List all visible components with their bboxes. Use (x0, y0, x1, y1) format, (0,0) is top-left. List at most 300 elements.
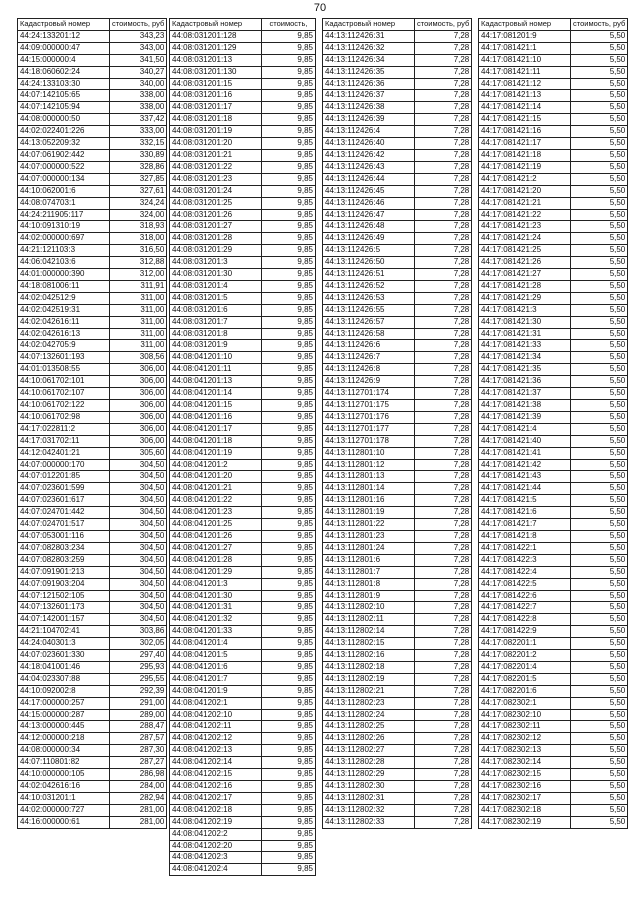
table-row (170, 126, 316, 138)
cost-cell: 7,28 (415, 30, 472, 42)
cost-cell: 9,85 (262, 54, 316, 66)
cost-cell: 7,28 (415, 197, 472, 209)
cost-cell: 7,28 (415, 745, 472, 757)
cadastral-number-cell: 44:13:112802:15 (323, 638, 415, 650)
table-row (170, 781, 316, 793)
cost-cell: 5,50 (571, 578, 628, 590)
cadastral-number-cell: 44:17:081421:11 (479, 66, 571, 78)
table-row (323, 173, 472, 185)
cadastral-number-cell: 44:08:041202:16 (170, 781, 262, 793)
cadastral-number-cell: 44:13:112426:42 (323, 149, 415, 161)
table-row (170, 483, 316, 495)
cost-cell: 318,00 (110, 233, 167, 245)
cost-cell: 9,85 (262, 316, 316, 328)
table-row (323, 602, 472, 614)
table-row (479, 578, 628, 590)
table-row (323, 721, 472, 733)
table-row (479, 769, 628, 781)
cadastral-number-cell: 44:17:081421:39 (479, 411, 571, 423)
cost-cell: 343,00 (110, 42, 167, 54)
cadastral-number-cell: 44:13:112426:45 (323, 185, 415, 197)
cost-cell: 7,28 (415, 507, 472, 519)
cadastral-number-cell: 44:13:112802:24 (323, 709, 415, 721)
table-row (323, 769, 472, 781)
table-row (479, 650, 628, 662)
cadastral-number-cell: 44:17:082201:6 (479, 685, 571, 697)
table-row (18, 161, 167, 173)
cost-cell: 5,50 (571, 709, 628, 721)
cadastral-number-cell: 44:08:031201:27 (170, 221, 262, 233)
cadastral-number-cell: 44:02:000000:727 (18, 804, 110, 816)
cost-cell: 7,28 (415, 423, 472, 435)
table-row (323, 257, 472, 269)
cadastral-number-cell: 44:13:112802:16 (323, 650, 415, 662)
cadastral-number-cell: 44:13:112426:44 (323, 173, 415, 185)
table-row (323, 781, 472, 793)
cadastral-number-cell: 44:17:081421:4 (479, 423, 571, 435)
table-row (18, 352, 167, 364)
cost-cell: 287,57 (110, 733, 167, 745)
cost-cell: 9,85 (262, 685, 316, 697)
cost-cell: 303,86 (110, 626, 167, 638)
cost-cell: 7,28 (415, 697, 472, 709)
cadastral-number-cell: 44:17:082302:16 (479, 781, 571, 793)
cost-cell: 304,50 (110, 554, 167, 566)
cadastral-number-cell: 44:17:081421:33 (479, 340, 571, 352)
cost-cell: 9,85 (262, 626, 316, 638)
table-row (479, 435, 628, 447)
table-row (170, 840, 316, 852)
table-row (18, 90, 167, 102)
cadastral-table-1 (17, 18, 167, 829)
cost-cell: 7,28 (415, 66, 472, 78)
table-row (170, 114, 316, 126)
cost-cell: 7,28 (415, 269, 472, 281)
cadastral-number-cell: 44:17:081421:17 (479, 138, 571, 150)
table-row (18, 376, 167, 388)
cadastral-number-cell: 44:02:042519:31 (18, 304, 110, 316)
cost-cell: 5,50 (571, 638, 628, 650)
cadastral-number-cell: 44:08:041201:9 (170, 685, 262, 697)
cost-cell: 311,00 (110, 340, 167, 352)
table-row (18, 197, 167, 209)
table-row (170, 423, 316, 435)
cost-cell: 324,24 (110, 197, 167, 209)
cadastral-table-4 (478, 18, 628, 829)
cost-cell: 7,28 (415, 161, 472, 173)
table-row (170, 590, 316, 602)
cost-cell: 5,50 (571, 197, 628, 209)
cost-cell: 306,00 (110, 423, 167, 435)
cost-cell: 9,85 (262, 149, 316, 161)
cadastral-number-cell: 44:08:041202:17 (170, 792, 262, 804)
table-row (18, 388, 167, 400)
cost-cell: 7,28 (415, 721, 472, 733)
table-row (479, 304, 628, 316)
cadastral-number-cell: 44:24:211905:117 (18, 209, 110, 221)
cadastral-number-cell: 44:17:081421:43 (479, 471, 571, 483)
cadastral-number-cell: 44:17:081421:6 (479, 507, 571, 519)
table-row (479, 328, 628, 340)
table-row (323, 614, 472, 626)
cost-cell: 9,85 (262, 471, 316, 483)
cost-cell: 304,50 (110, 578, 167, 590)
cadastral-number-cell: 44:17:081421:12 (479, 78, 571, 90)
cadastral-number-cell: 44:08:041202:19 (170, 816, 262, 828)
cost-cell: 297,40 (110, 650, 167, 662)
table-row (170, 745, 316, 757)
table-row (479, 554, 628, 566)
table-row (18, 423, 167, 435)
cadastral-number-cell: 44:17:081421:7 (479, 519, 571, 531)
cadastral-number-cell: 44:10:000000:105 (18, 769, 110, 781)
cadastral-number-cell: 44:17:081421:30 (479, 316, 571, 328)
cadastral-number-cell: 44:08:041201:2 (170, 459, 262, 471)
table-row (323, 54, 472, 66)
cost-cell: 9,85 (262, 352, 316, 364)
cost-cell: 312,88 (110, 257, 167, 269)
cost-cell: 9,85 (262, 185, 316, 197)
table-row (170, 78, 316, 90)
cost-cell: 287,30 (110, 745, 167, 757)
cost-cell: 304,50 (110, 614, 167, 626)
table-row (170, 138, 316, 150)
cost-cell: 7,28 (415, 459, 472, 471)
table-row (323, 709, 472, 721)
cost-cell: 5,50 (571, 78, 628, 90)
cost-cell: 9,85 (262, 400, 316, 412)
cost-cell: 304,50 (110, 495, 167, 507)
cadastral-number-cell: 44:17:082302:1 (479, 697, 571, 709)
cost-cell: 9,85 (262, 661, 316, 673)
table-row (479, 280, 628, 292)
table-row (18, 792, 167, 804)
table-row (323, 697, 472, 709)
cost-cell: 5,50 (571, 816, 628, 828)
table-row (170, 673, 316, 685)
table-row (170, 804, 316, 816)
table-row (18, 709, 167, 721)
cadastral-number-cell: 44:17:081422:1 (479, 542, 571, 554)
table-row (323, 126, 472, 138)
table-row (323, 733, 472, 745)
cadastral-number-cell: 44:13:112701:174 (323, 388, 415, 400)
cadastral-number-cell: 44:17:082201:2 (479, 650, 571, 662)
header-cadastral-number: Кадастровый номер (18, 19, 110, 31)
table-row (479, 519, 628, 531)
table-row (170, 519, 316, 531)
table-row (479, 149, 628, 161)
cost-cell: 5,50 (571, 423, 628, 435)
cost-cell: 5,50 (571, 316, 628, 328)
cadastral-number-cell: 44:13:112801:24 (323, 542, 415, 554)
table-row (323, 149, 472, 161)
table-row (479, 590, 628, 602)
cadastral-number-cell: 44:12:000000:218 (18, 733, 110, 745)
table-row (170, 292, 316, 304)
cost-cell: 295,93 (110, 661, 167, 673)
cadastral-number-cell: 44:13:112701:175 (323, 400, 415, 412)
cadastral-number-cell: 44:13:112426:58 (323, 328, 415, 340)
table-row (323, 554, 472, 566)
cost-cell: 304,50 (110, 602, 167, 614)
cadastral-number-cell: 44:08:041201:22 (170, 495, 262, 507)
cadastral-number-cell: 44:01:000000:390 (18, 269, 110, 281)
cadastral-number-cell: 44:17:081421:14 (479, 102, 571, 114)
cost-cell: 9,85 (262, 792, 316, 804)
cost-cell: 9,85 (262, 30, 316, 42)
cadastral-number-cell: 44:17:082201:4 (479, 661, 571, 673)
cost-cell: 9,85 (262, 530, 316, 542)
table-row (323, 66, 472, 78)
cadastral-number-cell: 44:08:041201:29 (170, 566, 262, 578)
cost-cell: 332,15 (110, 138, 167, 150)
cadastral-number-cell: 44:13:112802:26 (323, 733, 415, 745)
cost-cell: 7,28 (415, 149, 472, 161)
cadastral-number-cell: 44:17:081421:24 (479, 233, 571, 245)
cost-cell: 9,85 (262, 304, 316, 316)
cadastral-number-cell: 44:08:041201:25 (170, 519, 262, 531)
table-row (18, 138, 167, 150)
cost-cell: 308,56 (110, 352, 167, 364)
table-row (479, 185, 628, 197)
cadastral-number-cell: 44:17:081422:4 (479, 566, 571, 578)
cost-cell: 306,00 (110, 376, 167, 388)
cadastral-number-cell: 44:08:000000:50 (18, 114, 110, 126)
cadastral-number-cell: 44:08:031201:28 (170, 233, 262, 245)
table-row (170, 102, 316, 114)
table-row (479, 530, 628, 542)
cost-cell: 338,00 (110, 90, 167, 102)
cost-cell: 304,50 (110, 471, 167, 483)
cadastral-number-cell: 44:08:031201:5 (170, 292, 262, 304)
cadastral-number-cell: 44:07:132601:193 (18, 352, 110, 364)
cadastral-number-cell: 44:13:112426:39 (323, 114, 415, 126)
cost-cell: 305,60 (110, 447, 167, 459)
cadastral-number-cell: 44:17:081421:22 (479, 209, 571, 221)
cost-cell: 7,28 (415, 685, 472, 697)
cost-cell: 7,28 (415, 245, 472, 257)
cost-cell: 5,50 (571, 340, 628, 352)
cost-cell: 7,28 (415, 733, 472, 745)
cost-cell: 7,28 (415, 411, 472, 423)
cost-cell: 7,28 (415, 673, 472, 685)
cadastral-number-cell: 44:07:023601:617 (18, 495, 110, 507)
table-row (479, 709, 628, 721)
table-row (479, 673, 628, 685)
cost-cell: 7,28 (415, 388, 472, 400)
cost-cell: 9,85 (262, 566, 316, 578)
cadastral-number-cell: 44:07:000000:170 (18, 459, 110, 471)
cost-cell: 5,50 (571, 757, 628, 769)
cadastral-number-cell: 44:13:112426:40 (323, 138, 415, 150)
cost-cell: 288,47 (110, 721, 167, 733)
cadastral-number-cell: 44:17:081421:21 (479, 197, 571, 209)
cost-cell: 5,50 (571, 685, 628, 697)
cadastral-number-cell: 44:17:081421:28 (479, 280, 571, 292)
table-row (479, 697, 628, 709)
cadastral-number-cell: 44:08:041201:32 (170, 614, 262, 626)
table-row (18, 483, 167, 495)
cost-cell: 337,42 (110, 114, 167, 126)
cadastral-number-cell: 44:07:024701:517 (18, 519, 110, 531)
cost-cell: 9,85 (262, 66, 316, 78)
table-row (479, 781, 628, 793)
table-row (170, 90, 316, 102)
cadastral-number-cell: 44:08:031201:128 (170, 30, 262, 42)
cost-cell: 9,85 (262, 697, 316, 709)
table-row (18, 602, 167, 614)
cost-cell: 7,28 (415, 78, 472, 90)
cost-cell: 282,94 (110, 792, 167, 804)
table-row (170, 364, 316, 376)
cadastral-number-cell: 44:13:112426:7 (323, 352, 415, 364)
cadastral-number-cell: 44:08:041201:26 (170, 530, 262, 542)
table-row (323, 566, 472, 578)
cadastral-number-cell: 44:13:112426:51 (323, 269, 415, 281)
cost-cell: 9,85 (262, 542, 316, 554)
cadastral-number-cell: 44:17:081422:3 (479, 554, 571, 566)
cost-cell: 7,28 (415, 364, 472, 376)
cost-cell: 316,50 (110, 245, 167, 257)
table-row (479, 400, 628, 412)
cost-cell: 5,50 (571, 435, 628, 447)
cost-cell: 281,00 (110, 804, 167, 816)
table-row (170, 661, 316, 673)
table-row (479, 209, 628, 221)
table-row (18, 292, 167, 304)
table-row (479, 495, 628, 507)
cost-cell: 340,27 (110, 66, 167, 78)
cost-cell: 5,50 (571, 661, 628, 673)
cost-cell: 5,50 (571, 411, 628, 423)
cost-cell: 7,28 (415, 221, 472, 233)
cadastral-number-cell: 44:17:081422:9 (479, 626, 571, 638)
cadastral-number-cell: 44:13:112801:8 (323, 578, 415, 590)
cadastral-number-cell: 44:08:041202:11 (170, 721, 262, 733)
table-row (18, 673, 167, 685)
cost-cell: 5,50 (571, 54, 628, 66)
cadastral-number-cell: 44:17:081421:5 (479, 495, 571, 507)
cost-cell: 7,28 (415, 471, 472, 483)
cost-cell: 5,50 (571, 161, 628, 173)
cost-cell: 5,50 (571, 173, 628, 185)
cost-cell: 5,50 (571, 269, 628, 281)
table-row (170, 149, 316, 161)
cost-cell: 9,85 (262, 578, 316, 590)
cadastral-number-cell: 44:17:022811:2 (18, 423, 110, 435)
table-row (170, 30, 316, 42)
cost-cell: 5,50 (571, 626, 628, 638)
cost-cell: 9,85 (262, 280, 316, 292)
cost-cell: 311,91 (110, 280, 167, 292)
cost-cell: 5,50 (571, 781, 628, 793)
cost-cell: 343,23 (110, 30, 167, 42)
table-row (323, 245, 472, 257)
table-row (18, 781, 167, 793)
cost-cell: 9,85 (262, 447, 316, 459)
cost-cell: 9,85 (262, 483, 316, 495)
table-row (18, 661, 167, 673)
cost-cell: 7,28 (415, 804, 472, 816)
cadastral-number-cell: 44:21:121103:3 (18, 245, 110, 257)
cost-cell: 7,28 (415, 483, 472, 495)
cadastral-number-cell: 44:07:023601:599 (18, 483, 110, 495)
cost-cell: 281,00 (110, 816, 167, 828)
cadastral-number-cell: 44:13:112426:49 (323, 233, 415, 245)
table-row (170, 816, 316, 828)
cadastral-number-cell: 44:17:081421:19 (479, 161, 571, 173)
cost-cell: 9,85 (262, 292, 316, 304)
cost-cell: 5,50 (571, 673, 628, 685)
cadastral-number-cell: 44:08:041201:3 (170, 578, 262, 590)
cadastral-number-cell: 44:08:031201:23 (170, 173, 262, 185)
cadastral-number-cell: 44:10:061702:98 (18, 411, 110, 423)
cost-cell: 318,93 (110, 221, 167, 233)
table-row (18, 626, 167, 638)
cost-cell: 9,85 (262, 459, 316, 471)
table-row (170, 173, 316, 185)
cadastral-number-cell: 44:07:132601:173 (18, 602, 110, 614)
cadastral-number-cell: 44:02:042616:11 (18, 316, 110, 328)
table-row (323, 197, 472, 209)
cadastral-number-cell: 44:08:031201:29 (170, 245, 262, 257)
table-row (323, 423, 472, 435)
cadastral-number-cell: 44:17:081421:38 (479, 400, 571, 412)
cost-cell: 9,85 (262, 423, 316, 435)
cadastral-number-cell: 44:13:112801:6 (323, 554, 415, 566)
cadastral-number-cell: 44:13:112802:29 (323, 769, 415, 781)
table-row (323, 530, 472, 542)
cost-cell: 311,00 (110, 328, 167, 340)
cost-cell: 5,50 (571, 650, 628, 662)
cadastral-number-cell: 44:13:112801:10 (323, 447, 415, 459)
cadastral-number-cell: 44:08:041201:17 (170, 423, 262, 435)
cost-cell: 5,50 (571, 566, 628, 578)
table-row (323, 447, 472, 459)
cadastral-number-cell: 44:17:082302:15 (479, 769, 571, 781)
cost-cell: 9,85 (262, 388, 316, 400)
cadastral-number-cell: 44:08:031201:18 (170, 114, 262, 126)
cadastral-number-cell: 44:02:042616:16 (18, 781, 110, 793)
cost-cell: 7,28 (415, 114, 472, 126)
cadastral-number-cell: 44:07:082803:259 (18, 554, 110, 566)
cadastral-number-cell: 44:08:041202:3 (170, 852, 262, 864)
cost-cell: 5,50 (571, 745, 628, 757)
cost-cell: 5,50 (571, 149, 628, 161)
cadastral-number-cell: 44:08:031201:8 (170, 328, 262, 340)
cost-cell: 5,50 (571, 66, 628, 78)
table-row (479, 388, 628, 400)
table-row (18, 126, 167, 138)
cadastral-number-cell: 44:17:081421:29 (479, 292, 571, 304)
table-row (18, 185, 167, 197)
table-row (18, 519, 167, 531)
cost-cell: 5,50 (571, 769, 628, 781)
table-row (18, 54, 167, 66)
cadastral-number-cell: 44:13:112802:18 (323, 661, 415, 673)
table-row (170, 650, 316, 662)
table-row (170, 566, 316, 578)
table-row (170, 328, 316, 340)
cadastral-number-cell: 44:02:042616:13 (18, 328, 110, 340)
cadastral-number-cell: 44:08:031201:7 (170, 316, 262, 328)
cadastral-number-cell: 44:13:112801:23 (323, 530, 415, 542)
cadastral-number-cell: 44:08:031201:17 (170, 102, 262, 114)
table-row (479, 816, 628, 828)
cost-cell: 9,85 (262, 757, 316, 769)
table-row (18, 495, 167, 507)
